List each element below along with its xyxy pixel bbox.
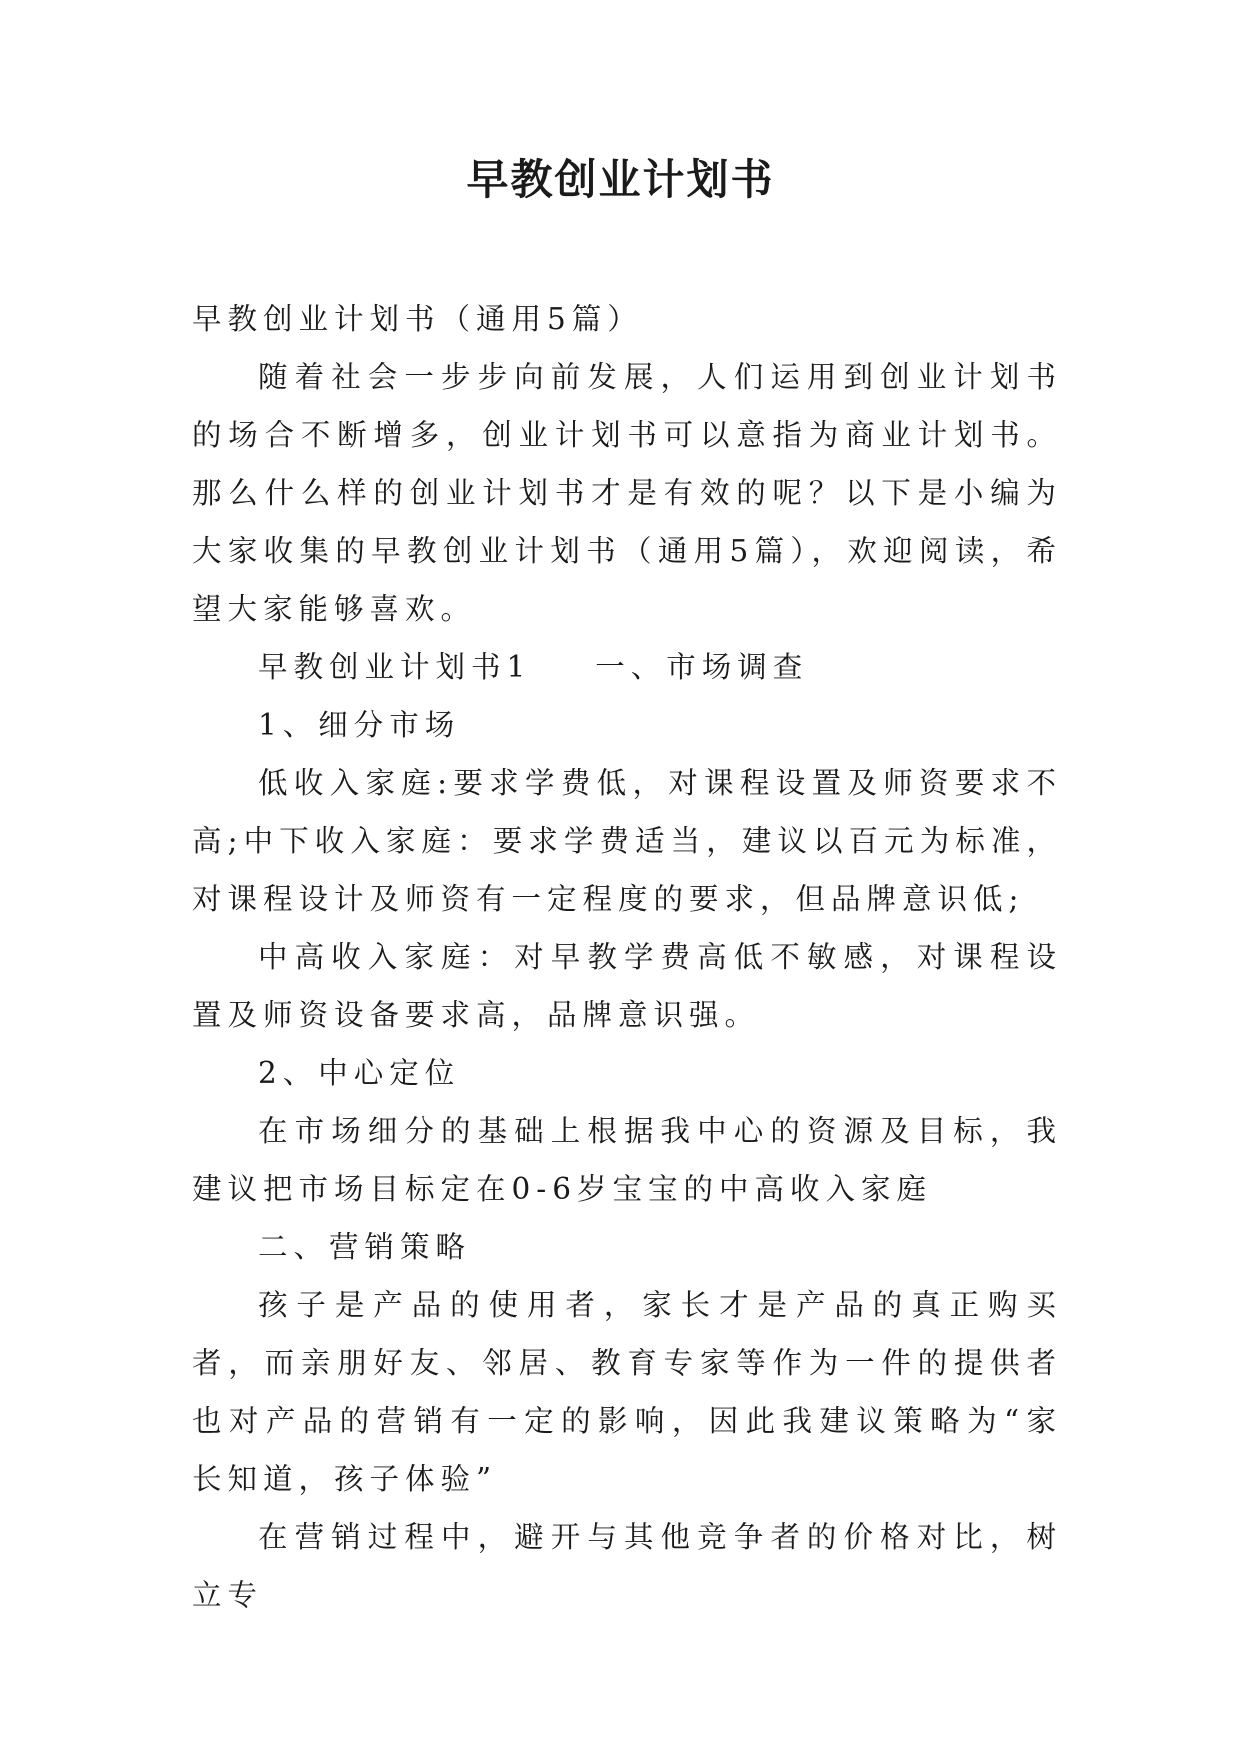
center-positioning-heading: 2、中心定位	[258, 1056, 461, 1090]
market-segment-heading: 1、细分市场	[258, 708, 461, 742]
positioning-paragraph: 在市场细分的基础上根据我中心的资源及目标，我建议把市场目标定在0-6岁宝宝的中高收入家庭	[192, 1114, 1062, 1206]
marketing-process-paragraph: 在营销过程中，避开与其他竞争者的价格对比，树立专	[192, 1520, 1062, 1612]
strategy-paragraph: 孩子是产品的使用者，家长才是产品的真正购买者，而亲朋好友、邻居、教育专家等作为一件的提供者也对产品的营销有一定的影响，因此我建议策略为“家长知道，孩子体验”	[192, 1288, 1062, 1496]
intro-paragraph: 随着社会一步步向前发展，人们运用到创业计划书的场合不断增多，创业计划书可以意指为商业计划书。那么什么样的创业计划书才是有效的呢？以下是小编为大家收集的早教创业计划书（通用5篇），欢迎阅读，希望大家能够喜欢。	[192, 360, 1062, 626]
document-body	[192, 290, 1062, 1624]
market-survey-heading: 一、市场调查	[595, 650, 809, 684]
plan-number-label: 早教创业计划书1	[258, 650, 532, 684]
subtitle-paragraph: 早教创业计划书（通用5篇）	[192, 302, 643, 336]
document-title: 早教创业计划书	[466, 155, 775, 204]
high-income-paragraph: 中高收入家庭：对早教学费高低不敏感，对课程设置及师资设备要求高，品牌意识强。	[192, 940, 1062, 1032]
marketing-strategy-heading: 二、营销策略	[258, 1230, 472, 1264]
section-heading-paragraph	[192, 638, 1062, 696]
low-income-paragraph: 低收入家庭:要求学费低，对课程设置及师资要求不高;中下收入家庭：要求学费适当，建议以百元为标准，对课程设计及师资有一定程度的要求，但品牌意识低;	[192, 766, 1062, 916]
